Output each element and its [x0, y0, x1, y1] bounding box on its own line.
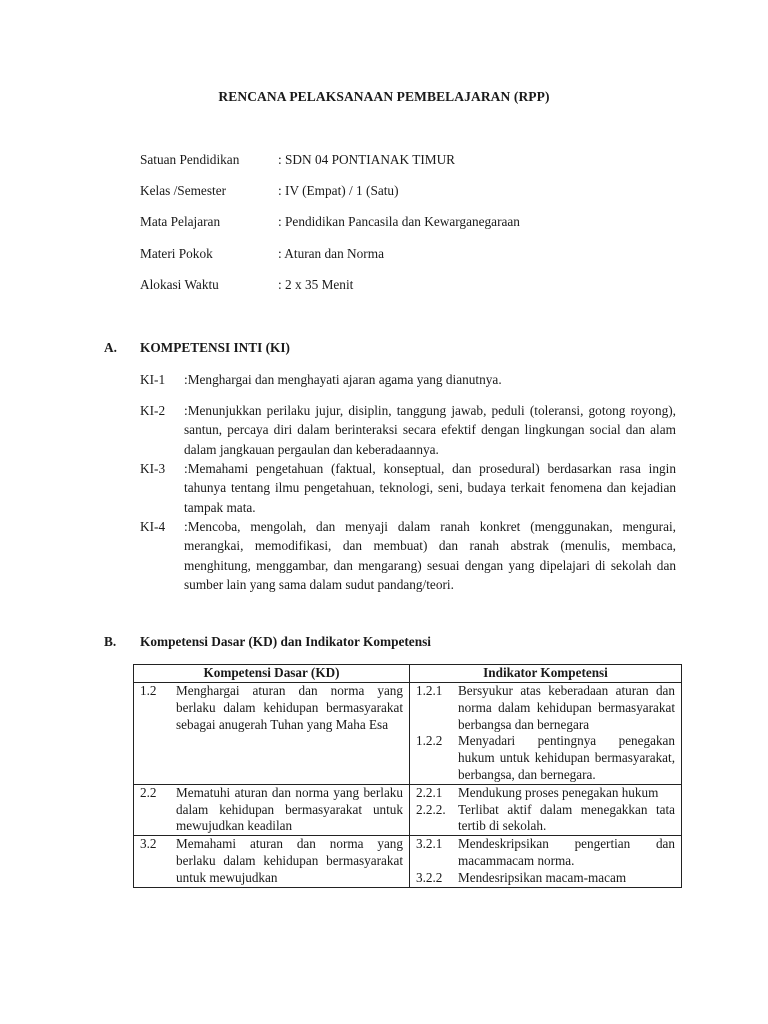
identity-value: : Aturan dan Norma: [278, 246, 384, 261]
kd-item: [140, 785, 403, 835]
indicator-cell: [410, 683, 682, 785]
kd-number: 1.2: [140, 683, 157, 698]
indicator-text: Bersyukur atas keberadaan aturan dan norma dalam kehidupan bermasyarakat berbangsa dan bernegara: [458, 683, 675, 732]
indicator-text: Menyadari pentingnya penegakan hukum untuk kehidupan bermasyarakat, berbangsa, dan bernegara.: [458, 733, 675, 782]
indicator-number: 3.2.1: [416, 836, 443, 852]
indicator-item: [416, 785, 675, 802]
indicator-cell: [410, 784, 682, 835]
identity-key: Materi Pokok: [140, 246, 213, 261]
indicator-number: 2.2.2.: [416, 801, 446, 817]
ki-item: [140, 401, 676, 459]
identity-value: : Pendidikan Pancasila dan Kewarganegaraan: [278, 214, 520, 229]
indicator-cell: [410, 836, 682, 887]
indicator-text: Mendesripsikan macam-macam: [458, 869, 627, 885]
kd-item: [140, 683, 403, 733]
identity-key: Satuan Pendidikan: [140, 152, 240, 167]
ki-text: :Mencoba, mengolah, dan menyaji dalam ranah konkret (menggunakan, mengurai, merangkai, memodifikasi, dan membuat) dan ranah abstrak (menulis, membaca, menghitung, menggambar, dan mengarang) sesuai dengan yang dipelajari di sekolah dan sumber lain yang sama dalam sudut pandang/teori.: [184, 519, 676, 592]
indicator-item: [416, 836, 675, 870]
kd-text: Mematuhi aturan dan norma yang berlaku dalam kehidupan bermasyarakat untuk mewujudkan keadilan: [176, 784, 403, 834]
ki-item: [140, 459, 676, 517]
ki-code: KI-4: [140, 519, 166, 534]
identity-key: Alokasi Waktu: [140, 277, 219, 292]
indicator-item: [416, 802, 675, 836]
identity-key: Kelas /Semester: [140, 183, 227, 198]
indicator-number: 3.2.2: [416, 869, 443, 885]
ki-item: [140, 517, 676, 594]
table-row: [134, 683, 682, 785]
section-title: Kompetensi Dasar (KD) dan Indikator Kompetensi: [140, 634, 431, 649]
ki-code: KI-3: [140, 461, 166, 476]
indicator-text: Terlibat aktif dalam menegakkan tata tertib di sekolah.: [458, 801, 675, 834]
kd-cell: [134, 683, 410, 785]
table-row: [134, 784, 682, 835]
table-row: [134, 836, 682, 887]
kd-number: 2.2: [140, 784, 157, 800]
identity-value: : SDN 04 PONTIANAK TIMUR: [278, 152, 456, 167]
section-number: B.: [104, 634, 117, 649]
ki-text: :Menghargai dan menghayati ajaran agama yang dianutnya.: [184, 372, 502, 387]
kd-number: 3.2: [140, 836, 157, 852]
indicator-item: [416, 683, 675, 733]
ki-code: KI-1: [140, 372, 166, 387]
indicator-item: [416, 733, 675, 783]
identity-key: Mata Pelajaran: [140, 214, 221, 229]
indicator-text: Mendukung proses penegakan hukum: [458, 784, 659, 800]
kd-text: Menghargai aturan dan norma yang berlaku dalam kehidupan bermasyarakat sebagai anugerah Tuhan yang Maha Esa: [176, 683, 403, 732]
kd-cell: [134, 784, 410, 835]
indicator-number: 1.2.1: [416, 683, 443, 698]
kd-item: [140, 836, 403, 886]
ki-item: [140, 370, 676, 389]
identity-value: : 2 x 35 Menit: [278, 277, 354, 292]
kd-text: Memahami aturan dan norma yang berlaku dalam kehidupan bermasyarakat untuk mewujudkan: [176, 836, 403, 885]
column-header-kd: Kompetensi Dasar (KD): [134, 665, 410, 683]
ki-code: KI-2: [140, 403, 166, 418]
indicator-item: [416, 870, 675, 887]
page-title: RENCANA PELAKSANAAN PEMBELAJARAN (RPP): [218, 89, 550, 104]
section-number: A.: [104, 340, 117, 355]
section-title: KOMPETENSI INTI (KI): [140, 340, 290, 355]
identity-value: : IV (Empat) / 1 (Satu): [278, 183, 399, 198]
kd-indicator-table: [133, 664, 682, 888]
column-header-indicator: Indikator Kompetensi: [410, 665, 682, 683]
table-header-row: [134, 665, 682, 683]
indicator-text: Mendeskripsikan pengertian dan macammacam norma.: [458, 836, 675, 868]
indicator-number: 1.2.2: [416, 733, 443, 749]
kd-cell: [134, 836, 410, 887]
indicator-number: 2.2.1: [416, 784, 443, 800]
ki-text: :Memahami pengetahuan (faktual, konseptual, dan prosedural) berdasarkan rasa ingin tahunya tentang ilmu pengetahuan, teknologi, seni, budaya terkait fenomena dan kejadian tampak mata.: [184, 461, 676, 515]
ki-text: :Menunjukkan perilaku jujur, disiplin, tanggung jawab, peduli (toleransi, gotong royong), santun, percaya diri dalam berinteraksi secara efektif dengan lingkungan social dan alam dalam jangkauan pergaulan dan keberadaannya.: [184, 403, 676, 457]
